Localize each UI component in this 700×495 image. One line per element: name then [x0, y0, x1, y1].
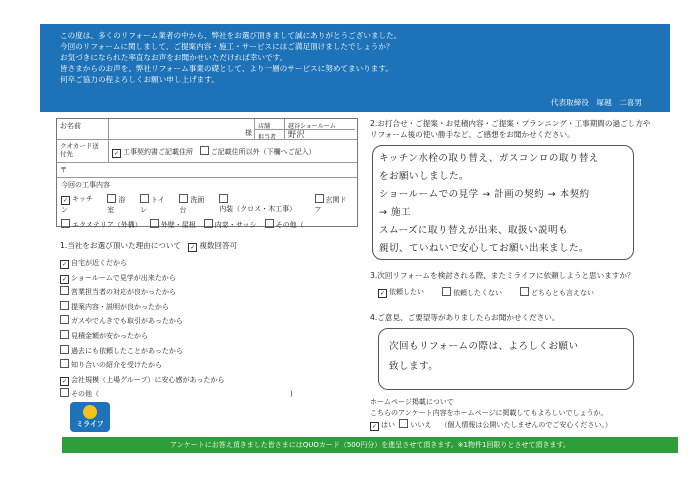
greeting-line: 何卒ご協力の程よろしくお願い申し上げます。	[60, 75, 219, 84]
checkbox-checked[interactable]: ✓	[371, 423, 378, 430]
work-option: キッチン	[61, 195, 93, 214]
q1-option: その他（	[71, 390, 99, 399]
quo-options	[109, 140, 357, 162]
quo-option-2: ご記載住所以外（下欄へご記入）	[210, 148, 316, 156]
q1-option: 提案内容・説明が良かったから	[71, 302, 169, 311]
staff-value: 野沢	[288, 130, 305, 139]
q1-option: 営業担当者の対応が良かったから	[71, 288, 176, 297]
signature: 代表取締役 塚越 二喜男	[550, 98, 642, 107]
q2-answer-line: 親切、ていねいで安心してお願い出来ました。	[379, 243, 590, 254]
q3-option: 依頼したくない	[453, 289, 502, 297]
work-option: その他（	[275, 221, 304, 229]
q4-answer-line: 次回もリフォームの際は、よろしくお願い	[389, 341, 579, 352]
quo-label: クオカード送付先	[57, 140, 109, 162]
checkbox[interactable]	[60, 359, 69, 368]
q1-close-paren: )	[290, 390, 293, 399]
work-title: 今回の工事内容	[61, 181, 110, 189]
q4-title: 4.ご意見、ご要望等がありましたらお聞かせください。	[370, 313, 560, 322]
q2-answer-line: ショールームでの見学 → 計画の契約 → 本契約	[379, 189, 590, 200]
quo-option-1: 工事契約書ご記載住所	[123, 148, 193, 156]
checkbox-checked[interactable]: ✓	[61, 377, 68, 385]
hp-text: こちらのアンケート内容をホームページに掲載してもよろしいでしょうか。	[370, 409, 608, 417]
q2-answer	[379, 150, 627, 258]
checkbox-checked[interactable]: ✓	[62, 197, 69, 204]
mirife-logo	[70, 402, 110, 432]
checkbox-checked[interactable]: ✓	[61, 275, 68, 283]
checkbox[interactable]	[60, 345, 69, 354]
checkbox[interactable]	[442, 287, 451, 296]
checkbox[interactable]	[60, 301, 69, 310]
staff-label: 担当者	[255, 130, 285, 140]
work-option: 内装（クロス・木工事）	[219, 205, 297, 213]
q3-option: どちらとも言えない	[531, 289, 594, 297]
checkbox[interactable]	[200, 146, 209, 155]
store-label: 店舗	[255, 119, 285, 129]
question-2	[370, 118, 680, 140]
q1-option: ショールームで見学が出来たから	[71, 273, 176, 282]
greeting-line: 今回のリフォームに関しまして、ご提案内容・施工・サービスにはご満足頂けましたでしょうか？	[60, 42, 394, 51]
q3-title: 3.次回リフォームを検討される際、またミライフに依頼しようと思いますか？	[370, 271, 635, 280]
sama-label: 様	[245, 129, 252, 137]
checkbox[interactable]	[150, 219, 159, 228]
q2-answer-line: キッチン水栓の取り替え、ガスコンロの取り替え	[379, 153, 599, 164]
checkbox-checked[interactable]: ✓	[379, 290, 386, 297]
q2-answer-box[interactable]	[372, 145, 634, 260]
q4-answer	[389, 337, 623, 377]
checkbox[interactable]	[61, 219, 70, 228]
sun-icon	[83, 405, 97, 419]
q1-multi: 複数回答可	[199, 241, 238, 250]
homepage-permission	[370, 397, 680, 431]
checkbox[interactable]	[315, 194, 324, 203]
hp-no: いいえ	[410, 421, 432, 429]
question-3	[370, 270, 680, 298]
checkbox-checked[interactable]: ✓	[190, 244, 196, 251]
checkbox[interactable]	[60, 315, 69, 324]
work-row-1	[57, 192, 357, 217]
question-1	[60, 240, 360, 402]
checkbox[interactable]	[204, 219, 213, 228]
work-option: 洗面台	[179, 196, 205, 214]
q1-option: 自宅が近くだから	[71, 259, 127, 267]
checkbox-checked[interactable]: ✓	[113, 150, 120, 157]
q2-answer-line: スムーズに取り替えが出来、取扱い説明も	[379, 225, 569, 236]
checkbox[interactable]	[60, 286, 69, 295]
work-row-2	[57, 217, 357, 232]
q1-option: 過去にも依頼したことがあったから	[71, 346, 183, 355]
work-option: 玄関ドア	[314, 196, 347, 214]
q1-option: ガスやでんきでも取引があったから	[71, 317, 183, 326]
work-option: トイレ	[140, 196, 165, 214]
hp-note: （個人情報は公開いたしませんのでご安心ください。）	[440, 421, 612, 429]
q1-option: 見積金額が安かったから	[71, 331, 148, 340]
store-value: 越谷ショールーム	[288, 123, 336, 130]
q3-options	[370, 287, 680, 298]
work-option: 浴室	[107, 196, 126, 214]
greeting-line: この度は、多くのリフォーム業者の中から、弊社をお選び頂きまして誠にありがとうございました。	[60, 31, 402, 40]
checkbox[interactable]	[520, 287, 529, 296]
q2-title-1: 2.お打合せ・ご提案・お見積内容・ご提案・プランニング・工事期間の過ごし方や	[370, 119, 651, 128]
q1-options	[60, 256, 360, 402]
name-field[interactable]	[109, 119, 255, 139]
checkbox[interactable]	[60, 330, 69, 339]
greeting-line: お気づきになられた率直なお声をお聞かせいただければ幸いです。	[60, 53, 288, 62]
work-option: 外壁・屋根	[160, 221, 196, 229]
checkbox[interactable]	[399, 419, 408, 428]
customer-form	[56, 118, 358, 227]
q2-title-2: リフォーム後の使い勝手など、ご感想をお聞かせください。	[370, 130, 575, 139]
q4-answer-line: 致します。	[389, 361, 439, 372]
checkbox-checked[interactable]: ✓	[61, 261, 68, 268]
work-option: エクステリア（外構）	[72, 221, 142, 229]
q2-answer-line: → 施工	[379, 207, 411, 218]
checkbox[interactable]	[140, 194, 149, 203]
q2-answer-line: をお願いしました。	[379, 171, 470, 182]
footer-bar: アンケートにお答え頂きました皆さまにはQUOカード（500円分）を進呈させて頂きます。※1物件1回限りとさせて頂きます。	[62, 437, 678, 453]
greeting-line: 皆さまからのお声を、弊社リフォーム事業の礎として、より一層のサービスに努めてまいります。	[60, 64, 393, 73]
hp-title: ホームページ掲載について	[370, 398, 454, 406]
q1-title: 1.当社をお選び頂いた理由について	[60, 241, 181, 250]
hp-yes: はい	[381, 421, 395, 429]
checkbox[interactable]	[107, 194, 116, 203]
zip-field[interactable]: 〒	[60, 166, 67, 174]
q4-answer-box[interactable]	[378, 328, 634, 390]
greeting-banner	[40, 24, 670, 112]
checkbox[interactable]	[265, 219, 274, 228]
name-label: お名前	[57, 119, 109, 139]
question-4	[370, 312, 680, 323]
checkbox[interactable]	[219, 194, 228, 203]
q1-option: 会社規模（上場グループ）に安心感があったから	[71, 375, 225, 384]
checkbox[interactable]	[179, 194, 188, 203]
q3-option: 依頼したい	[389, 288, 424, 296]
logo-text: ミライフ	[76, 420, 104, 428]
work-option: 内窓・サッシ	[214, 221, 257, 229]
q1-option: 知り合いの紹介を受けたから	[71, 361, 162, 370]
checkbox[interactable]	[60, 388, 69, 397]
